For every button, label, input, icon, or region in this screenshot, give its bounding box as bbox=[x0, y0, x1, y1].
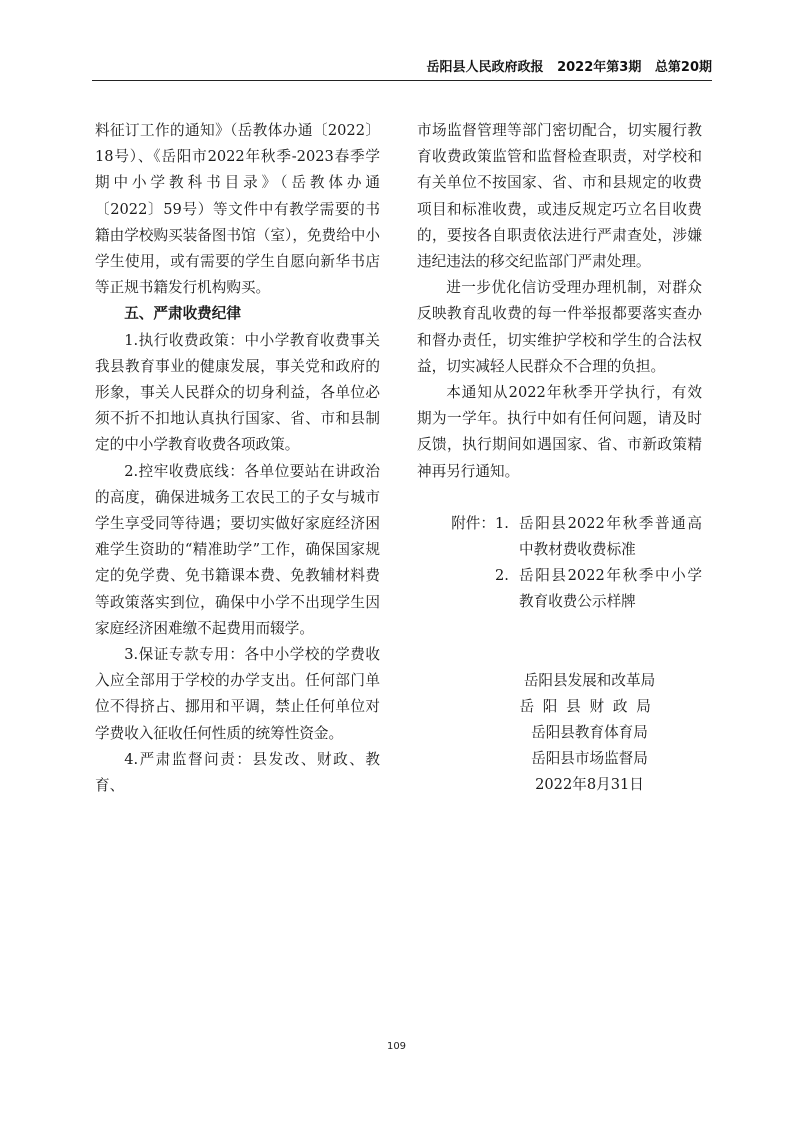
signer-market-supervision: 岳阳县市场监督局 bbox=[531, 750, 648, 768]
signature-block bbox=[417, 668, 702, 799]
page-number: 109 bbox=[386, 1041, 407, 1052]
signing-date: 2022年8月31日 bbox=[535, 776, 644, 794]
attachment-title: 岳阳县2022年秋季普通高中教材费收费标准 bbox=[519, 514, 702, 559]
attachment-item bbox=[495, 511, 702, 563]
signer-finance: 岳阳县财政局 bbox=[519, 697, 660, 715]
left-column bbox=[95, 118, 380, 799]
running-header bbox=[92, 58, 712, 81]
section-title: 五、严肃收费纪律 bbox=[124, 305, 241, 323]
header-text: 岳阳县人民政府政报 2022年第3期 总第20期 bbox=[426, 60, 712, 75]
attachment-item bbox=[495, 563, 702, 615]
attachment-title: 岳阳县2022年秋季中小学教育收费公示样牌 bbox=[519, 567, 702, 611]
paragraph-fee-bottomline: 2.控牢收费底线：各单位要站在讲政治的高度，确保进城务工农民工的子女与城市学生享受同等待遇；要切实做好家庭经济困难学生资助的“精准助学”工作，确保国家规定的免学费、免书籍课本费、免教辅材料费等政策落实到位，确保中小学不出现学生因家庭经济困难缴不起费用而辍学。 bbox=[95, 462, 380, 637]
paragraph-continued: 料征订工作的通知》（岳教体办通〔2022〕18号）、《岳阳市2022年秋季-2023春季学期中小学教科书目录》（岳教体办通〔2022〕59号）等文件中有教学需要的书籍由学校购买装备图书馆（室），免费给中小学生使用，或有需要的学生自愿向新华书店等正规书籍发行机构购买。 bbox=[95, 122, 380, 297]
attachment-number: 1. bbox=[495, 514, 509, 532]
signer-education-sports: 岳阳县教育体育局 bbox=[531, 724, 648, 742]
paragraph-effective-date: 本通知从2022年秋季开学执行，有效期为一学年。执行中如有任何问题，请及时反馈，执行期间如遇国家、省、市新政策精神再另行通知。 bbox=[417, 384, 702, 480]
paragraph-supervision: 4.严肃监督问责：县发改、财政、教育、 bbox=[95, 750, 380, 795]
paragraph-special-funds: 3.保证专款专用：各中小学校的学费收入应全部用于学校的办学支出。任何部门单位不得挤占、挪用和平调，禁止任何单位对学费收入征收任何性质的统筹性资金。 bbox=[95, 646, 380, 742]
attachments-block bbox=[417, 511, 702, 616]
attachment-number: 2. bbox=[495, 567, 509, 585]
right-column bbox=[417, 118, 702, 799]
signer-development-reform: 岳阳县发展和改革局 bbox=[523, 671, 656, 689]
paragraph-fee-policy: 1.执行收费政策：中小学教育收费事关我县教育事业的健康发展，事关党和政府的形象，事关人民群众的切身利益，各单位必须不折不扣地认真执行国家、省、市和县制定的中小学教育收费各项政策。 bbox=[95, 331, 380, 454]
attachment-label: 附件： bbox=[451, 514, 495, 532]
paragraph-petition: 进一步优化信访受理办理机制，对群众反映教育乱收费的每一件举报都要落实查办和督办责任，切实维护学校和学生的合法权益，切实减轻人民群众不合理的负担。 bbox=[417, 279, 702, 375]
paragraph-supervision-continued: 市场监督管理等部门密切配合，切实履行教育收费政策监管和监督检查职责，对学校和有关单位不按国家、省、市和县规定的收费项目和标准收费，或违反规定巧立名目收费的，要按各自职责依法进行严肃查处，涉嫌违纪违法的移交纪监部门严肃处理。 bbox=[417, 122, 702, 271]
